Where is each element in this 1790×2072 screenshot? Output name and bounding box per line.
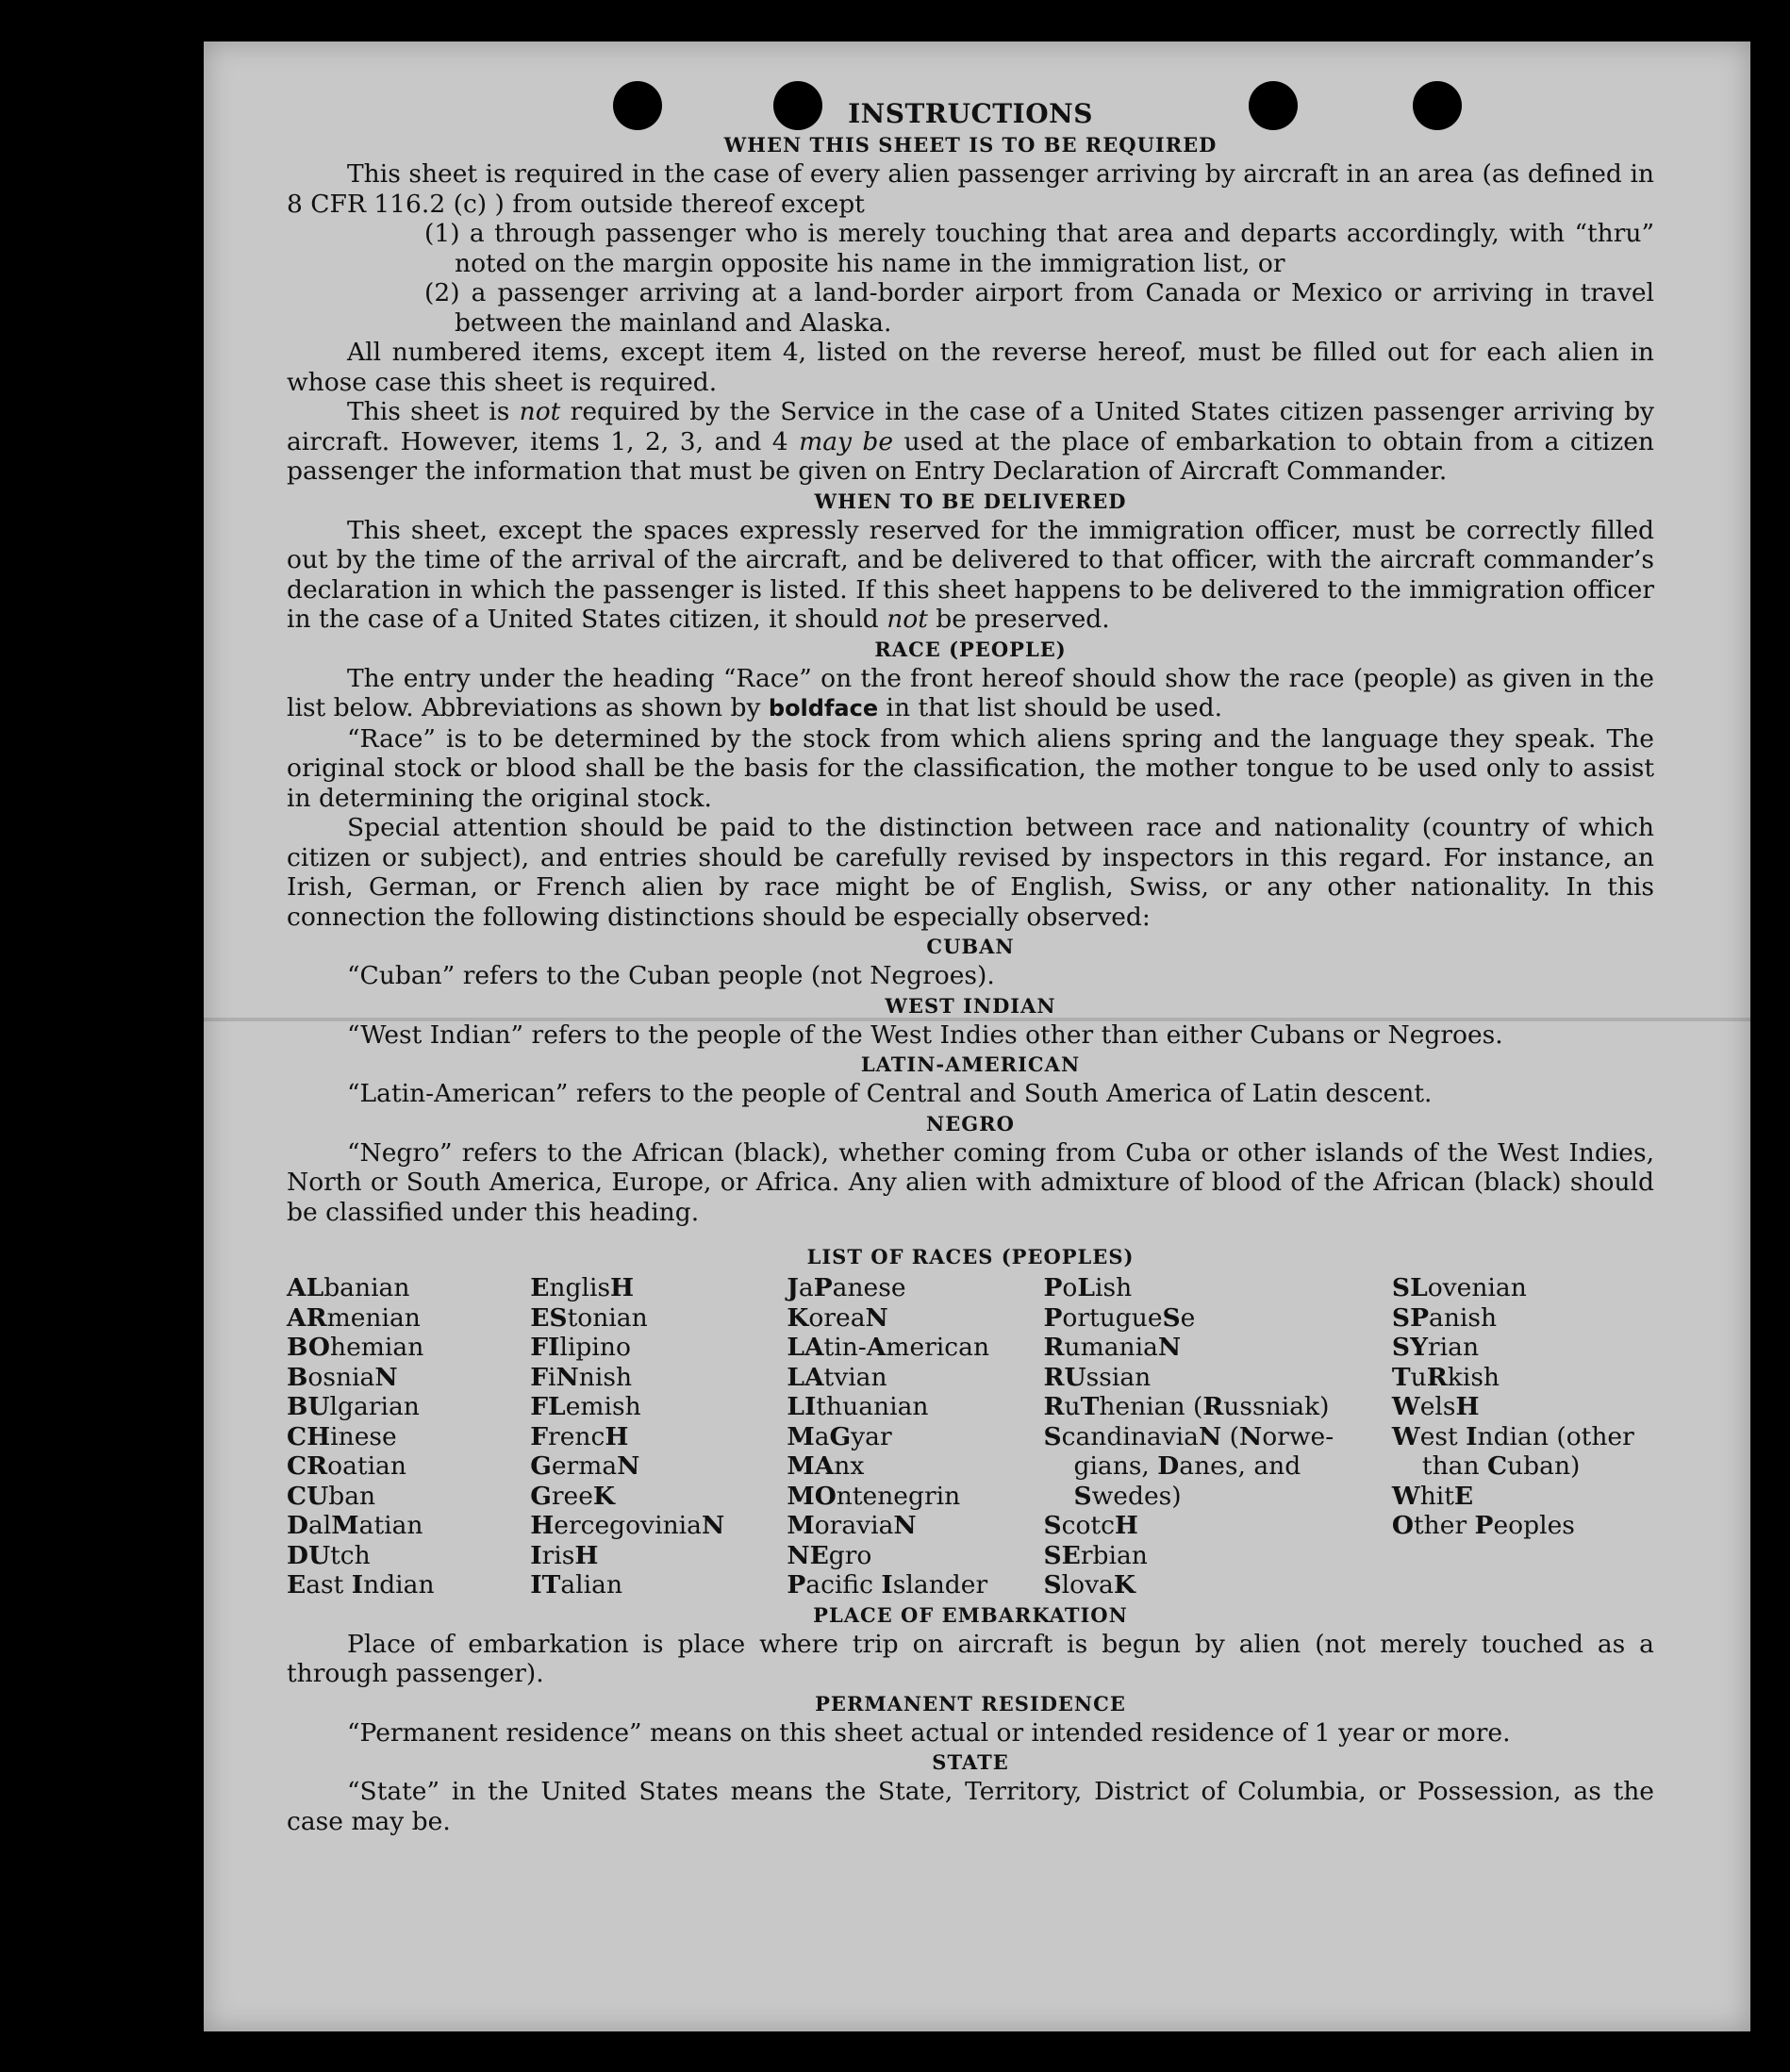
race-entry: ARmenian <box>287 1302 421 1333</box>
section-heading-embarkation: PLACE OF EMBARKATION <box>813 1602 1128 1627</box>
race-column <box>787 1273 1043 1600</box>
section-heading-state: STATE <box>932 1750 1009 1774</box>
race-entry: CUban <box>287 1481 376 1511</box>
race-entry: SlovaK <box>1043 1570 1135 1600</box>
race-list <box>287 1273 1654 1600</box>
page-title: INSTRUCTIONS <box>848 98 1093 129</box>
race-entry: MAnx <box>787 1451 865 1481</box>
race-entry: FIlipino <box>530 1333 631 1362</box>
race-entry: GreeK <box>530 1481 615 1511</box>
race-entry: FiNnish <box>530 1362 633 1392</box>
race-entry: FLemish <box>530 1392 641 1421</box>
race-entry: WelsH <box>1391 1392 1480 1421</box>
section-heading-latin-american: LATIN-AMERICAN <box>860 1053 1081 1076</box>
race-entry: CRoatian <box>287 1451 406 1481</box>
race-entry: FrencH <box>530 1421 629 1451</box>
paragraph: The entry under the heading “Race” on the front hereof should show the race (people) as given in the list below. Abbreviations as shown by boldface in that list should be used. <box>287 663 1654 722</box>
race-entry: CHinese <box>287 1421 397 1451</box>
race-entry: MaGyar <box>787 1421 892 1451</box>
race-column <box>530 1273 787 1600</box>
instructions-body <box>287 98 1654 1836</box>
race-entry: RUssian <box>1043 1362 1152 1392</box>
race-entry: West Indian (other <box>1391 1421 1634 1451</box>
race-entry: SPanish <box>1391 1302 1498 1333</box>
section-heading-west-indian: WEST INDIAN <box>885 993 1056 1018</box>
race-entry: LAtvian <box>787 1362 887 1392</box>
race-entry: ALbanian <box>287 1273 410 1302</box>
race-entry: RumaniaN <box>1043 1333 1182 1362</box>
race-entry: PoLish <box>1043 1273 1133 1302</box>
race-entry: Swedes) <box>1073 1481 1182 1511</box>
race-entry: Pacifc Islander <box>787 1570 988 1600</box>
list-item: (2) a passenger arriving at a land-border airport from Canada or Mexico or arriving in travel between the mainland and Alaska. <box>424 278 1654 338</box>
race-entry: DUtch <box>287 1540 371 1570</box>
race-column <box>1043 1273 1391 1600</box>
race-entry: BosniaN <box>287 1362 398 1392</box>
paragraph: Place of embarkation is place where trip on aircraft is begun by alien (not merely touched as a through passenger). <box>287 1629 1654 1688</box>
race-entry: NEgro <box>787 1540 872 1570</box>
section-heading-delivered: WHEN TO BE DELIVERED <box>814 489 1127 513</box>
race-entry: SLovenian <box>1391 1273 1527 1302</box>
document-sheet <box>204 41 1750 2031</box>
paragraph: “West Indian” refers to the people of the West Indies other than either Cubans or Negroes. <box>347 1019 1503 1050</box>
race-entry: MOntenegrin <box>787 1481 961 1511</box>
race-entry: EnglisH <box>530 1273 635 1302</box>
paragraph: “Permanent residence” means on this sheet actual or intended residence of 1 year or more. <box>347 1717 1511 1748</box>
race-entry: KoreaN <box>787 1302 888 1333</box>
race-entry: BOhemian <box>287 1333 424 1362</box>
paragraph: “State” in the United States means the State, Territory, District of Columbia, or Possession, as the case may be. <box>287 1777 1654 1836</box>
race-entry: JaPanese <box>787 1273 906 1302</box>
race-entry: SErbian <box>1043 1540 1148 1570</box>
race-entry: RuThenian (Russniak) <box>1043 1392 1330 1421</box>
section-heading-race: RACE (PEOPLE) <box>874 637 1067 661</box>
race-entry: DalMatian <box>287 1511 423 1540</box>
race-entry: SYrian <box>1391 1333 1480 1362</box>
race-entry: WhitE <box>1391 1481 1474 1511</box>
paragraph: “Latin-American” refers to the people of Central and South America of Latin descent. <box>347 1079 1433 1108</box>
race-entry: Other Peoples <box>1391 1511 1575 1540</box>
race-entry: ITalian <box>530 1570 623 1600</box>
paragraph: This sheet, except the spaces expressly reserved for the immigration officer, must be correctly filled out by the time of the arrival of the aircraft, and be delivered to that officer, with the aircraft commander’s declaration in which the passenger is listed. If this sheet happens to be delivered to the immigration officer in the case of a United States citizen, it should not be preserved. <box>287 515 1654 634</box>
list-item: (1) a through passenger who is merely touching that area and departs accordingly, with “thru” noted on the margin opposite his name in the immigration list, or <box>424 219 1654 278</box>
race-entry: than Cuban) <box>1421 1451 1581 1481</box>
paragraph: “Negro” refers to the African (black), whether coming from Cuba or other islands of the West Indies, North or South America, Europe, or Africa. Any alien with admixture of blood of the African (black) should be classified under this heading. <box>287 1137 1654 1227</box>
race-entry: East Indian <box>287 1570 435 1600</box>
paragraph: This sheet is required in the case of every alien passenger arriving by aircraft in an area (as defined in 8 CFR 116.2 (c) ) from outside thereof except <box>287 159 1654 219</box>
section-heading-required: WHEN THIS SHEET IS TO BE REQUIRED <box>723 133 1218 157</box>
race-entry: IrisH <box>530 1540 599 1570</box>
race-entry: HercegoviniaN <box>530 1511 725 1540</box>
race-column <box>1392 1273 1654 1600</box>
race-entry: GermaN <box>530 1451 640 1481</box>
race-entry: EStonian <box>530 1302 648 1333</box>
race-entry: LIthuanian <box>787 1392 929 1421</box>
race-entry: ScandinaviaN (Norwe- <box>1043 1421 1334 1451</box>
section-heading-residence: PERMANENT RESIDENCE <box>815 1691 1126 1716</box>
paragraph: Special attention should be paid to the distinction between race and nationality (country of which citizen or subject), and entries should be carefully revised by inspectors in this regard. For instance, an Irish, German, or French alien by race might be of English, Swiss, or any other nationality. In this connection the following distinctions should be especially observed: <box>287 813 1654 932</box>
paragraph: “Race” is to be determined by the stock from which aliens spring and the language they speak. The original stock or blood shall be the basis for the classification, the mother tongue to be used only to assist in determining the original stock. <box>287 723 1654 813</box>
paragraph: “Cuban” refers to the Cuban people (not Negroes). <box>347 961 995 990</box>
race-entry: TuRkish <box>1391 1362 1500 1392</box>
race-column <box>287 1273 530 1600</box>
paragraph: This sheet is not required by the Service in the case of a United States citizen passenger arriving by aircraft. However, items 1, 2, 3, and 4 may be used at the place of embarkation to obtain from a citizen passenger the information that must be given on Entry Declaration of Aircraft Commander. <box>287 397 1655 486</box>
section-heading-negro: NEGRO <box>926 1111 1015 1135</box>
race-entry: ScotcH <box>1043 1511 1138 1540</box>
paragraph: All numbered items, except item 4, listed on the reverse hereof, must be filled out for each alien in whose case this sheet is required. <box>287 338 1654 397</box>
race-entry: LAtin-American <box>787 1333 990 1362</box>
race-entry: PortugueSe <box>1043 1302 1196 1333</box>
section-heading-list-of-races: LIST OF RACES (PEOPLES) <box>806 1245 1135 1268</box>
race-entry: gians, Danes, and <box>1073 1451 1301 1481</box>
race-entry: BUlgarian <box>287 1392 420 1421</box>
section-heading-cuban: CUBAN <box>926 935 1015 958</box>
race-entry: MoraviaN <box>787 1511 917 1540</box>
